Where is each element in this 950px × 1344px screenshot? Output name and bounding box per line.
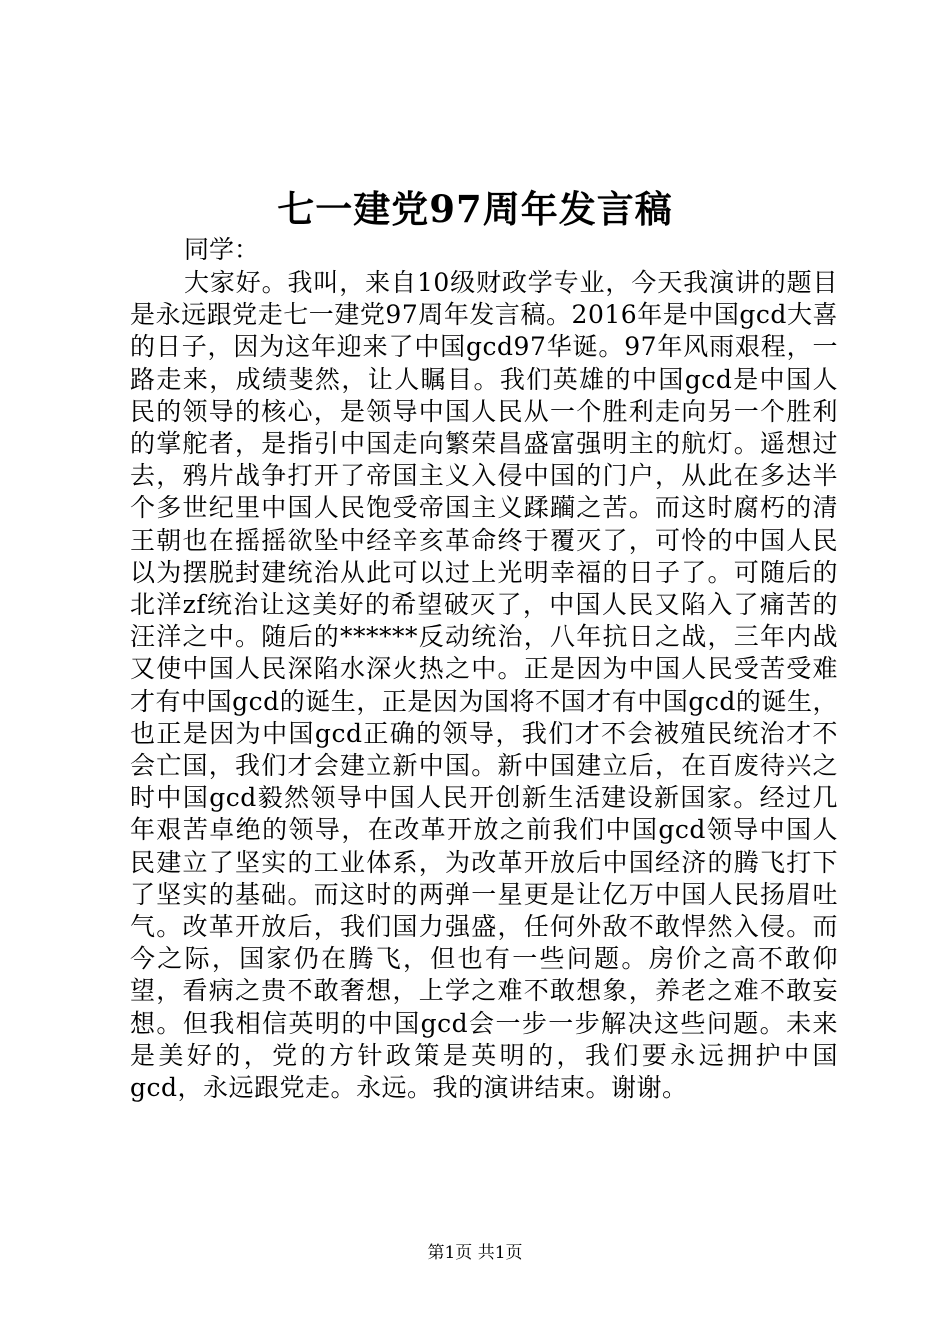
salutation: 同学： <box>184 235 260 264</box>
body-paragraph: 大家好。我叫，来自10级财政学专业，今天我演讲的题目是永远跟党走七一建党97周年发言稿。2016年是中国gcd大喜的日子，因为这年迎来了中国gcd97华诞。97年风雨艰程，一路走来，成绩斐然，让人瞩目。我们英雄的中国gcd是中国人民的领导的核心，是领导中国人民从一个胜利走向另一个胜利的掌舵者，是指引中国走向繁荣昌盛富强明主的航灯。遥想过去，鸦片战争打开了帝国主义入侵中国的门户，从此在多达半个多世纪里中国人民饱受帝国主义蹂躏之苦。而这时腐朽的清王朝也在摇摇欲坠中经辛亥革命终于覆灭了，可怜的中国人民以为摆脱封建统治从此可以过上光明幸福的日子了。可随后的北洋zf统治让这美好的希望破灭了，中国人民又陷入了痛苦的汪洋之中。随后的******反动统治，八年抗日之战，三年内战又使中国人民深陷水深火热之中。正是因为中国人民受苦受难才有中国gcd的诞生，正是因为国将不国才有中国gcd的诞生，也正是因为中国gcd正确的领导，我们才不会被殖民统治才不会亡国，我们才会建立新中国。新中国建立后，在百废待兴之时中国gcd毅然领导中国人民开创新生活建设新国家。经过几年艰苦卓绝的领导，在改革开放之前我们中国gcd领导中国人民建立了坚实的工业体系，为改革开放后中国经济的腾飞打下了坚实的基础。而这时的两弹一星更是让亿万中国人民扬眉吐气。改革开放后，我们国力强盛，任何外敌不敢悍然入侵。而今之际，国家仍在腾飞，但也有一些问题。房价之高不敢仰望，看病之贵不敢奢想，上学之难不敢想象，养老之难不敢妄想。但我相信英明的中国gcd会一步一步解决这些问题。未来是美好的，党的方针政策是英明的，我们要永远拥护中国gcd，永远跟党走。永远。我的演讲结束。谢谢。 <box>130 268 838 1103</box>
page-number-footer: 第1页 共1页 <box>427 1243 523 1263</box>
document-title: 七一建党97周年发言稿 <box>277 187 673 231</box>
